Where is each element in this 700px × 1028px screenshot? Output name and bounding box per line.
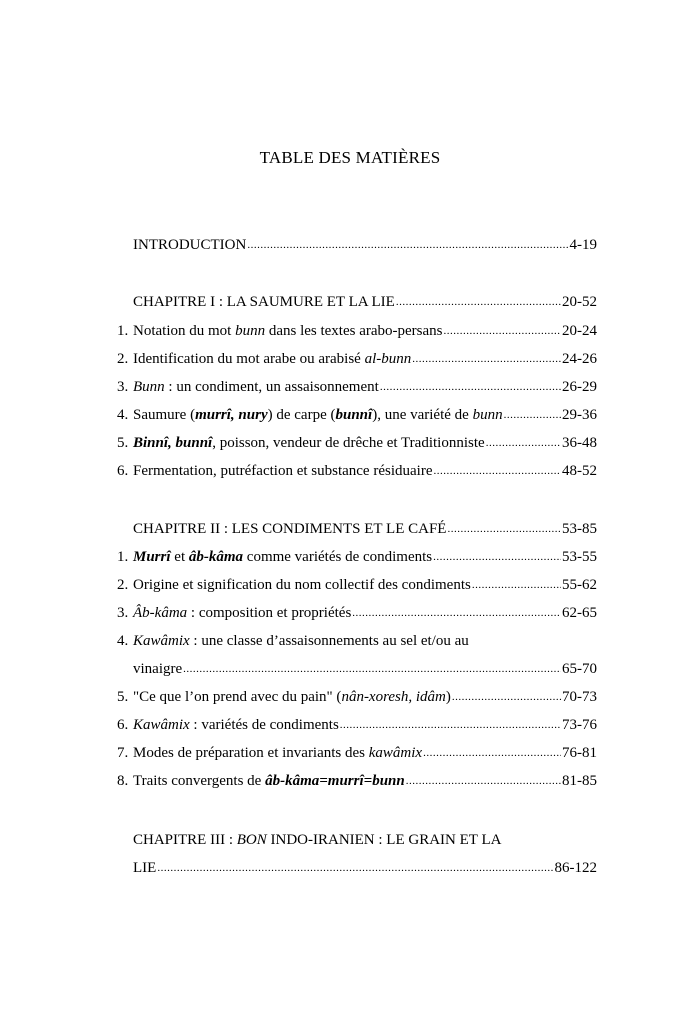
entry-number: 4.	[117, 407, 129, 423]
toc-chapter-2-heading	[133, 519, 597, 539]
dot-leader	[352, 603, 561, 623]
entry-pages: 65-70	[562, 661, 597, 677]
entry-text-continued: vinaigre	[133, 661, 183, 677]
toc-entry-2-1	[117, 547, 597, 567]
entry-number: 1.	[117, 549, 129, 565]
toc-entry-1-1	[117, 321, 597, 341]
dot-leader	[433, 461, 561, 481]
entry-number: 7.	[117, 745, 129, 761]
entry-text: Notation du mot bunn dans les textes arabo-persans	[133, 323, 443, 339]
entry-text: Kawâmix : variétés de condiments	[133, 717, 339, 733]
entry-pages: 24-26	[562, 351, 597, 367]
entry-number: 4.	[117, 633, 129, 649]
chapter-label: CHAPITRE II : LES CONDIMENTS ET LE CAFÉ	[133, 521, 447, 537]
entry-text: Kawâmix : une classe d’assaisonnements au sel et/ou au	[133, 633, 469, 649]
entry-text: Bunn : un condiment, un assaisonnement	[133, 379, 379, 395]
entry-text: Identification du mot arabe ou arabisé al-bunn	[133, 351, 412, 367]
dot-leader	[157, 858, 553, 878]
dot-leader	[472, 575, 561, 595]
chapter-label: CHAPITRE III : BON INDO-IRANIEN : LE GRAIN ET LA	[133, 832, 502, 848]
entry-pages: 29-36	[562, 407, 597, 423]
toc-entry-2-4-continued	[133, 659, 597, 679]
toc-chapter-1-heading	[133, 292, 597, 312]
dot-leader	[433, 547, 561, 567]
entry-pages: 36-48	[562, 435, 597, 451]
dot-leader	[380, 377, 561, 397]
entry-text: Saumure (murrî, nury) de carpe (bunnî), une variété de bunn	[133, 407, 503, 423]
entry-text: Origine et signification du nom collectif des condiments	[133, 577, 471, 593]
dot-leader	[504, 405, 561, 425]
entry-text: "Ce que l’on prend avec du pain" (nân-xoresh, idâm)	[133, 689, 451, 705]
entry-pages: 20-24	[562, 323, 597, 339]
toc-chapter-3-heading	[133, 830, 597, 850]
entry-text: Traits convergents de âb-kâma=murrî=bunn	[133, 773, 405, 789]
dot-leader	[423, 743, 561, 763]
dot-leader	[340, 715, 561, 735]
chapter-label-continued: LIE	[133, 860, 157, 876]
dot-leader	[486, 433, 561, 453]
entry-pages: 4-19	[569, 237, 597, 253]
entry-pages: 76-81	[562, 745, 597, 761]
dot-leader	[247, 235, 568, 255]
toc-entry-2-4	[117, 631, 597, 651]
toc-entry-2-3	[117, 603, 597, 623]
entry-pages: 53-55	[562, 549, 597, 565]
toc-entry-2-8	[117, 771, 597, 791]
toc-entry-1-5	[117, 433, 597, 453]
toc-entry-introduction	[133, 235, 597, 255]
entry-number: 5.	[117, 689, 129, 705]
entry-text: Âb-kâma : composition et propriétés	[133, 605, 352, 621]
entry-text: Murrî et âb-kâma comme variétés de condiments	[133, 549, 433, 565]
entry-pages: 55-62	[562, 577, 597, 593]
toc-entry-2-6	[117, 715, 597, 735]
entry-text: Fermentation, putréfaction et substance résiduaire	[133, 463, 433, 479]
dot-leader	[447, 519, 561, 539]
entry-pages: 62-65	[562, 605, 597, 621]
dot-leader	[396, 292, 561, 312]
entry-pages: 26-29	[562, 379, 597, 395]
entry-number: 6.	[117, 463, 129, 479]
entry-number: 2.	[117, 351, 129, 367]
toc-chapter-3-heading-continued	[133, 858, 597, 878]
toc-entry-1-4	[117, 405, 597, 425]
dot-leader	[452, 687, 561, 707]
toc-entry-2-5	[117, 687, 597, 707]
entry-label: INTRODUCTION	[133, 237, 247, 253]
entry-text: Binnî, bunnî, poisson, vendeur de drêche et Traditionniste	[133, 435, 485, 451]
dot-leader	[444, 321, 561, 341]
entry-number: 6.	[117, 717, 129, 733]
page-title: TABLE DES MATIÈRES	[259, 148, 441, 167]
toc-entry-1-3	[117, 377, 597, 397]
entry-pages: 48-52	[562, 463, 597, 479]
entry-number: 3.	[117, 605, 129, 621]
entry-number: 3.	[117, 379, 129, 395]
toc-entry-1-6	[117, 461, 597, 481]
dot-leader	[406, 771, 561, 791]
toc-entry-1-2	[117, 349, 597, 369]
chapter-pages: 53-85	[562, 521, 597, 537]
toc-entry-2-7	[117, 743, 597, 763]
dot-leader	[183, 659, 561, 679]
entry-number: 5.	[117, 435, 129, 451]
entry-number: 1.	[117, 323, 129, 339]
chapter-label: CHAPITRE I : LA SAUMURE ET LA LIE	[133, 294, 395, 310]
entry-number: 2.	[117, 577, 129, 593]
chapter-pages: 86-122	[554, 860, 597, 876]
chapter-pages: 20-52	[562, 294, 597, 310]
toc-entry-2-2	[117, 575, 597, 595]
entry-pages: 70-73	[562, 689, 597, 705]
entry-text: Modes de préparation et invariants des kawâmix	[133, 745, 423, 761]
entry-number: 8.	[117, 773, 129, 789]
dot-leader	[412, 349, 561, 369]
entry-pages: 73-76	[562, 717, 597, 733]
entry-pages: 81-85	[562, 773, 597, 789]
